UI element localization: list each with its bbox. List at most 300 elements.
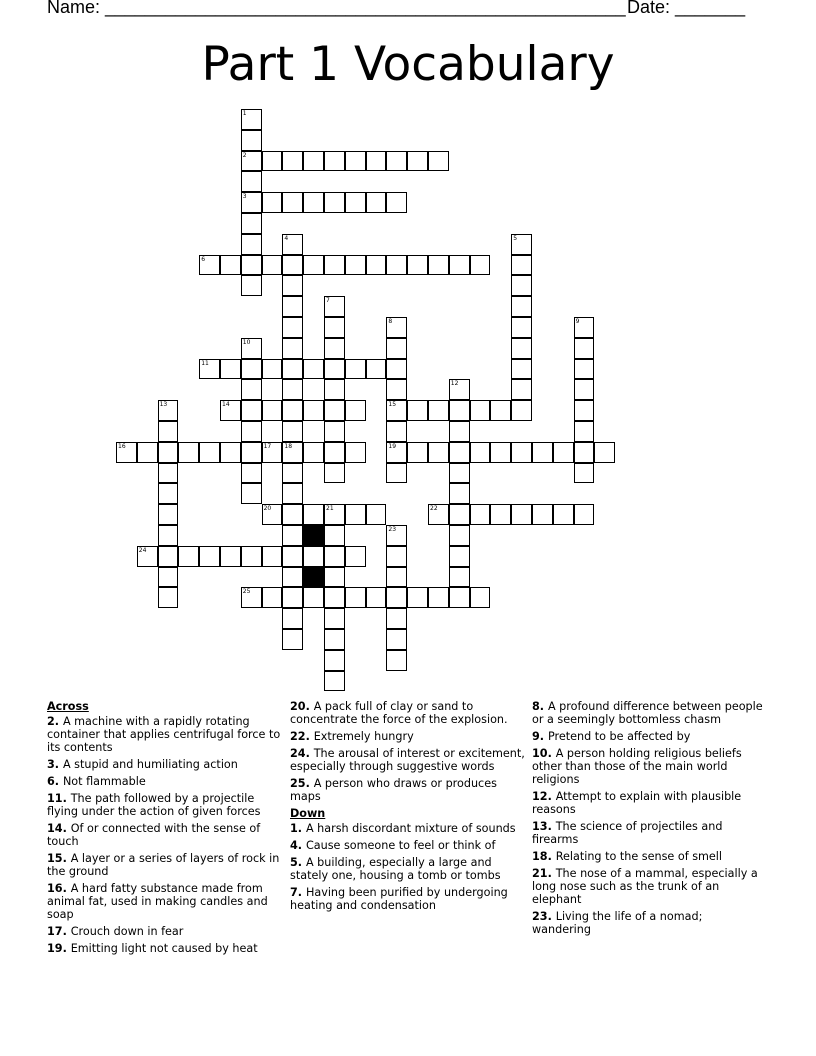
grid-cell[interactable] <box>220 359 241 380</box>
grid-cell[interactable] <box>282 504 303 525</box>
clue-number: 17 <box>263 442 272 450</box>
clue-item <box>290 730 525 743</box>
clue-item <box>290 856 525 882</box>
clue-num: 1. <box>290 822 306 835</box>
grid-cell[interactable] <box>324 587 345 608</box>
grid-cell[interactable] <box>303 151 324 172</box>
grid-cell[interactable] <box>241 400 262 421</box>
clue-text: Extremely hungry <box>313 730 414 743</box>
grid-cell[interactable] <box>262 504 283 525</box>
grid-cell[interactable] <box>345 192 366 213</box>
grid-cell[interactable] <box>282 421 303 442</box>
grid-cell[interactable] <box>282 234 303 255</box>
clue-num: 7. <box>290 886 306 899</box>
grid-cell[interactable] <box>282 192 303 213</box>
grid-cell[interactable] <box>324 463 345 484</box>
grid-cell[interactable] <box>574 504 595 525</box>
grid-cell[interactable] <box>262 587 283 608</box>
grid-cell[interactable] <box>303 192 324 213</box>
clue-item <box>532 867 764 906</box>
clue-item <box>47 792 283 818</box>
grid-cell[interactable] <box>241 275 262 296</box>
grid-cell[interactable] <box>241 379 262 400</box>
clue-number: 3 <box>242 193 247 201</box>
clue-number: 8 <box>388 318 393 325</box>
grid-cell[interactable] <box>511 275 532 296</box>
clue-num: 25. <box>290 777 314 790</box>
grid-cell[interactable] <box>574 442 595 463</box>
grid-cell[interactable] <box>345 151 366 172</box>
grid-cell[interactable] <box>574 463 595 484</box>
grid-cell[interactable] <box>345 400 366 421</box>
grid-cell[interactable] <box>490 400 511 421</box>
grid-cell[interactable] <box>449 483 470 504</box>
clue-num: 2. <box>47 715 63 728</box>
grid-cell[interactable] <box>262 546 283 567</box>
grid-cell[interactable] <box>428 504 449 525</box>
clues-column-2 <box>290 700 525 916</box>
grid-cell[interactable] <box>158 567 179 588</box>
grid-cell[interactable] <box>366 255 387 276</box>
grid-cell[interactable] <box>449 421 470 442</box>
clue-item <box>47 925 283 938</box>
grid-cell[interactable] <box>366 587 387 608</box>
grid-cell[interactable] <box>282 317 303 338</box>
grid-cell[interactable] <box>241 463 262 484</box>
grid-cell[interactable] <box>386 151 407 172</box>
grid-cell[interactable] <box>574 400 595 421</box>
grid-cell[interactable] <box>262 359 283 380</box>
grid-cell[interactable] <box>303 400 324 421</box>
clue-number: 6 <box>201 255 206 263</box>
clue-item <box>290 839 525 852</box>
grid-cell[interactable] <box>386 400 407 421</box>
grid-cell[interactable] <box>407 151 428 172</box>
clue-text: A building, especially a large and stately one, housing a tomb or tombs <box>290 856 501 882</box>
grid-cell[interactable] <box>324 671 345 692</box>
grid-cell[interactable] <box>449 525 470 546</box>
grid-cell[interactable] <box>262 255 283 276</box>
grid-cell[interactable] <box>324 525 345 546</box>
grid-cell[interactable] <box>386 442 407 463</box>
grid-cell[interactable] <box>282 587 303 608</box>
grid-cell[interactable] <box>282 359 303 380</box>
grid-cell[interactable] <box>158 442 179 463</box>
clue-num: 16. <box>47 882 71 895</box>
grid-cell[interactable] <box>386 587 407 608</box>
grid-cell[interactable] <box>449 587 470 608</box>
grid-cell[interactable] <box>386 379 407 400</box>
grid-cell[interactable] <box>366 151 387 172</box>
down-heading: Down <box>290 807 326 820</box>
grid-cell[interactable] <box>449 504 470 525</box>
clue-item <box>290 747 525 773</box>
grid-cell[interactable] <box>158 463 179 484</box>
clue-text: Pretend to be affected by <box>547 730 691 743</box>
grid-cell[interactable] <box>449 442 470 463</box>
grid-cell[interactable] <box>241 546 262 567</box>
clue-text: A person holding religious beliefs other than those of the main world religions <box>532 747 742 786</box>
grid-cell[interactable] <box>511 317 532 338</box>
grid-cell[interactable] <box>158 587 179 608</box>
grid-cell[interactable] <box>282 546 303 567</box>
clue-num: 11. <box>47 792 71 805</box>
grid-cell[interactable] <box>262 192 283 213</box>
grid-cell[interactable] <box>199 359 220 380</box>
clue-text: Of or connected with the sense of touch <box>47 822 261 848</box>
grid-cell[interactable] <box>511 400 532 421</box>
grid-cell[interactable] <box>241 359 262 380</box>
clue-number: 5 <box>513 234 518 242</box>
clue-num: 18. <box>532 850 556 863</box>
grid-cell[interactable] <box>262 442 283 463</box>
grid-cell[interactable] <box>158 421 179 442</box>
grid-cell[interactable] <box>386 608 407 629</box>
clue-number: 10 <box>242 338 251 346</box>
grid-cell[interactable] <box>199 546 220 567</box>
grid-cell[interactable] <box>241 255 262 276</box>
grid-cell[interactable] <box>158 483 179 504</box>
grid-cell[interactable] <box>324 629 345 650</box>
grid-cell[interactable] <box>428 587 449 608</box>
grid-cell[interactable] <box>345 359 366 380</box>
grid-cell[interactable] <box>386 255 407 276</box>
grid-cell[interactable] <box>241 234 262 255</box>
grid-cell[interactable] <box>324 317 345 338</box>
grid-cell[interactable] <box>241 587 262 608</box>
grid-cell[interactable] <box>324 608 345 629</box>
clue-text: A pack full of clay or sand to concentrate the force of the explosion. <box>290 700 508 726</box>
grid-cell[interactable] <box>282 400 303 421</box>
grid-cell[interactable] <box>282 296 303 317</box>
grid-cell[interactable] <box>428 442 449 463</box>
grid-cell[interactable] <box>470 400 491 421</box>
grid-cell[interactable] <box>241 483 262 504</box>
grid-cell[interactable] <box>386 421 407 442</box>
grid-cell[interactable] <box>220 546 241 567</box>
grid-cell[interactable] <box>574 421 595 442</box>
grid-cell[interactable] <box>241 442 262 463</box>
grid-cell[interactable] <box>324 379 345 400</box>
clue-number: 16 <box>118 442 126 450</box>
grid-cell[interactable] <box>324 442 345 463</box>
clue-item <box>47 758 283 771</box>
grid-cell[interactable] <box>345 546 366 567</box>
clue-text: Relating to the sense of smell <box>555 850 723 863</box>
clue-item <box>47 852 283 878</box>
grid-cell[interactable] <box>282 567 303 588</box>
grid-cell[interactable] <box>366 192 387 213</box>
grid-cell[interactable] <box>574 317 595 338</box>
grid-cell[interactable] <box>553 504 574 525</box>
grid-cell[interactable] <box>470 504 491 525</box>
grid-cell[interactable] <box>470 442 491 463</box>
across-heading: Across <box>47 700 89 713</box>
grid-cell[interactable] <box>345 255 366 276</box>
grid-cell[interactable] <box>386 546 407 567</box>
clue-text: A stupid and humiliating action <box>62 758 238 771</box>
grid-cell[interactable] <box>511 338 532 359</box>
clue-text: A harsh discordant mixture of sounds <box>305 822 516 835</box>
grid-cell[interactable] <box>282 608 303 629</box>
grid-cell[interactable] <box>407 442 428 463</box>
clue-num: 20. <box>290 700 314 713</box>
grid-cell[interactable] <box>282 442 303 463</box>
clue-text: A profound difference between people or a seemingly bottomless chasm <box>532 700 763 726</box>
grid-cell[interactable] <box>386 650 407 671</box>
clue-num: 4. <box>290 839 306 852</box>
clue-item <box>532 790 764 816</box>
grid-cell[interactable] <box>324 421 345 442</box>
grid-cell[interactable] <box>241 151 262 172</box>
grid-cell[interactable] <box>428 151 449 172</box>
page-title: Part 1 Vocabulary <box>201 37 615 92</box>
clue-text: A layer or a series of layers of rock in the ground <box>47 852 280 878</box>
grid-cell[interactable] <box>324 151 345 172</box>
grid-cell[interactable] <box>594 442 615 463</box>
grid-cell[interactable] <box>303 504 324 525</box>
grid-cell[interactable] <box>303 255 324 276</box>
clues-column-1 <box>47 700 283 959</box>
clue-item <box>47 942 283 955</box>
grid-cell[interactable] <box>282 483 303 504</box>
clue-item <box>47 882 283 921</box>
grid-cell[interactable] <box>511 234 532 255</box>
grid-cell[interactable] <box>303 442 324 463</box>
clue-num: 15. <box>47 852 71 865</box>
grid-cell[interactable] <box>241 421 262 442</box>
grid-cell[interactable] <box>470 255 491 276</box>
grid-cell[interactable] <box>428 255 449 276</box>
grid-cell[interactable] <box>282 629 303 650</box>
clue-item <box>47 822 283 848</box>
grid-cell[interactable] <box>574 379 595 400</box>
clue-item <box>532 700 764 726</box>
clue-text: Emitting light not caused by heat <box>70 942 258 955</box>
grid-cell[interactable] <box>449 255 470 276</box>
grid-cell[interactable] <box>262 151 283 172</box>
grid-cell[interactable] <box>511 255 532 276</box>
grid-cell[interactable] <box>303 587 324 608</box>
clue-number: 21 <box>326 505 334 513</box>
clue-num: 17. <box>47 925 71 938</box>
clue-item <box>290 777 525 803</box>
clue-text: A person who draws or produces maps <box>290 777 497 803</box>
clue-text: A hard fatty substance made from animal fat, used in making candles and soap <box>47 882 268 921</box>
grid-cell[interactable] <box>345 442 366 463</box>
grid-cell[interactable] <box>449 546 470 567</box>
grid-cell[interactable] <box>241 109 262 130</box>
clue-text: Cause someone to feel or think of <box>305 839 496 852</box>
clue-item <box>532 747 764 786</box>
grid-cell[interactable] <box>407 255 428 276</box>
grid-block <box>303 567 324 588</box>
clue-number: 2 <box>242 151 247 159</box>
clue-num: 22. <box>290 730 314 743</box>
grid-cell[interactable] <box>324 192 345 213</box>
grid-cell[interactable] <box>386 338 407 359</box>
grid-cell[interactable] <box>386 317 407 338</box>
grid-cell[interactable] <box>407 400 428 421</box>
grid-cell[interactable] <box>386 359 407 380</box>
grid-cell[interactable] <box>324 567 345 588</box>
grid-cell[interactable] <box>386 629 407 650</box>
grid-cell[interactable] <box>345 587 366 608</box>
grid-cell[interactable] <box>511 442 532 463</box>
grid-cell[interactable] <box>386 192 407 213</box>
grid-cell[interactable] <box>282 463 303 484</box>
grid-cell[interactable] <box>324 296 345 317</box>
clue-number: 24 <box>138 546 147 554</box>
clue-number: 11 <box>201 359 209 367</box>
clue-number: 18 <box>284 442 293 450</box>
clue-text: A machine with a rapidly rotating container that applies centrifugal force to its contents <box>47 715 281 754</box>
grid-cell[interactable] <box>324 650 345 671</box>
grid-cell[interactable] <box>511 504 532 525</box>
clue-num: 23. <box>532 910 556 923</box>
clue-number: 7 <box>326 297 330 305</box>
grid-cell[interactable] <box>241 213 262 234</box>
grid-cell[interactable] <box>470 587 491 608</box>
grid-cell[interactable] <box>428 400 449 421</box>
grid-cell[interactable] <box>241 338 262 359</box>
grid-cell[interactable] <box>345 504 366 525</box>
grid-cell[interactable] <box>282 255 303 276</box>
grid-cell[interactable] <box>220 255 241 276</box>
clue-num: 19. <box>47 942 71 955</box>
clue-number: 25 <box>242 588 251 596</box>
grid-cell[interactable] <box>158 546 179 567</box>
clue-number: 13 <box>159 401 168 409</box>
clue-text: The nose of a mammal, especially a long nose such as the trunk of an elephant <box>532 867 758 906</box>
grid-cell[interactable] <box>490 504 511 525</box>
grid-cell[interactable] <box>449 400 470 421</box>
clue-num: 10. <box>532 747 556 760</box>
grid-cell[interactable] <box>262 400 283 421</box>
grid-cell[interactable] <box>137 442 158 463</box>
grid-cell[interactable] <box>449 379 470 400</box>
clue-item <box>290 886 525 912</box>
clue-num: 9. <box>532 730 548 743</box>
grid-cell[interactable] <box>532 504 553 525</box>
clue-num: 21. <box>532 867 556 880</box>
grid-cell[interactable] <box>366 504 387 525</box>
grid-cell[interactable] <box>158 400 179 421</box>
grid-cell[interactable] <box>324 338 345 359</box>
clue-num: 14. <box>47 822 71 835</box>
grid-cell[interactable] <box>282 275 303 296</box>
grid-cell[interactable] <box>282 379 303 400</box>
clue-number: 12 <box>450 380 459 388</box>
grid-cell[interactable] <box>220 442 241 463</box>
grid-cell[interactable] <box>449 463 470 484</box>
clue-text: Living the life of a nomad; wandering <box>532 910 703 936</box>
clue-number: 23 <box>388 526 397 533</box>
clue-number: 9 <box>575 318 580 325</box>
grid-cell[interactable] <box>241 171 262 192</box>
date-line[interactable]: Date: _______ <box>627 0 746 17</box>
grid-cell[interactable] <box>241 130 262 151</box>
grid-cell[interactable] <box>407 587 428 608</box>
grid-cell[interactable] <box>366 359 387 380</box>
grid-cell[interactable] <box>220 400 241 421</box>
clue-text: The science of projectiles and firearms <box>532 820 723 846</box>
clue-text: The path followed by a projectile flying under the action of given forces <box>47 792 261 818</box>
grid-cell[interactable] <box>241 192 262 213</box>
grid-cell[interactable] <box>324 546 345 567</box>
grid-cell[interactable] <box>532 442 553 463</box>
grid-cell[interactable] <box>199 255 220 276</box>
clue-num: 12. <box>532 790 556 803</box>
clue-number: 4 <box>284 234 289 242</box>
clue-item <box>532 730 764 743</box>
clue-number: 15 <box>388 401 397 409</box>
grid-cell[interactable] <box>511 379 532 400</box>
grid-cell[interactable] <box>449 567 470 588</box>
grid-cell[interactable] <box>511 359 532 380</box>
clue-item <box>532 910 764 936</box>
grid-cell[interactable] <box>282 338 303 359</box>
clue-item <box>47 775 283 788</box>
clue-num: 3. <box>47 758 63 771</box>
grid-cell[interactable] <box>490 442 511 463</box>
clue-text: Not flammable <box>62 775 146 788</box>
clue-item <box>290 700 525 726</box>
grid-cell[interactable] <box>137 546 158 567</box>
clue-num: 24. <box>290 747 314 760</box>
grid-cell[interactable] <box>324 255 345 276</box>
clue-num: 5. <box>290 856 306 869</box>
grid-cell[interactable] <box>282 525 303 546</box>
grid-cell[interactable] <box>282 151 303 172</box>
grid-cell[interactable] <box>303 359 324 380</box>
grid-cell[interactable] <box>386 525 407 546</box>
clue-number: 14 <box>222 401 230 409</box>
grid-cell[interactable] <box>303 546 324 567</box>
grid-cell[interactable] <box>324 504 345 525</box>
clue-num: 6. <box>47 775 63 788</box>
clue-num: 8. <box>532 700 548 713</box>
grid-cell[interactable] <box>158 525 179 546</box>
clue-number: 1 <box>242 110 247 117</box>
grid-cell[interactable] <box>199 442 220 463</box>
grid-cell[interactable] <box>324 359 345 380</box>
clue-number: 19 <box>388 442 397 450</box>
grid-cell[interactable] <box>574 359 595 380</box>
grid-cell[interactable] <box>386 463 407 484</box>
clue-text: The arousal of interest or excitement, especially through suggestive words <box>290 747 525 773</box>
grid-cell[interactable] <box>178 546 199 567</box>
clue-item <box>290 822 525 835</box>
clue-number: 20 <box>263 505 272 513</box>
grid-cell[interactable] <box>386 567 407 588</box>
clue-item <box>47 715 283 754</box>
grid-cell[interactable] <box>116 442 137 463</box>
grid-cell[interactable] <box>324 400 345 421</box>
name-line[interactable]: Name: ____________________________________________________ <box>47 0 626 17</box>
grid-cell[interactable] <box>158 504 179 525</box>
clue-text: Crouch down in fear <box>70 925 184 938</box>
clue-item <box>532 850 764 863</box>
clue-num: 13. <box>532 820 556 833</box>
grid-cell[interactable] <box>511 296 532 317</box>
grid-cell[interactable] <box>553 442 574 463</box>
grid-cell[interactable] <box>178 442 199 463</box>
grid-block <box>303 525 324 546</box>
grid-cell[interactable] <box>574 338 595 359</box>
clue-text: Attempt to explain with plausible reasons <box>532 790 742 816</box>
clues-column-3 <box>532 700 764 940</box>
